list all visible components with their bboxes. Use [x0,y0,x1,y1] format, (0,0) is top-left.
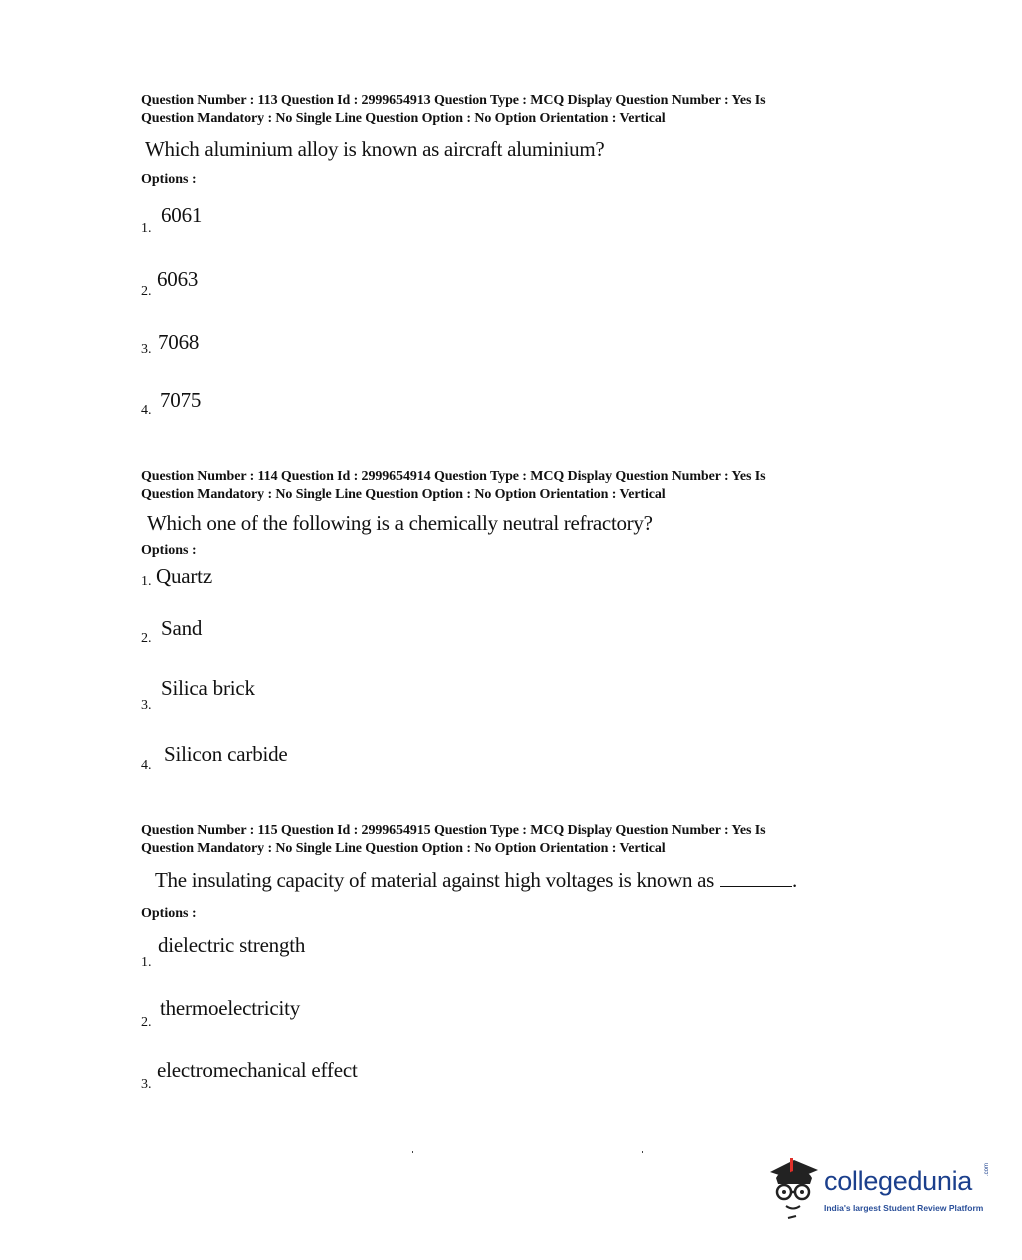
question-meta-line: Question Number : 113 Question Id : 2999654913 Question Type : MCQ Display Question Number : Yes Is [141,93,766,108]
collegedunia-logo [764,1154,990,1224]
options-label: Options : [141,543,197,558]
option-text: Silica brick [161,676,255,700]
options-label: Options : [141,172,197,187]
option-text: 7068 [158,330,200,354]
brand-suffix: .com [984,1162,990,1176]
scan-mark [642,1151,643,1153]
option-number: 1. [141,955,152,970]
question-meta-line: Question Number : 115 Question Id : 2999654915 Question Type : MCQ Display Question Number : Yes Is [141,823,766,838]
option-number: 2. [141,1015,152,1030]
question-meta-line: Question Mandatory : No Single Line Question Option : No Option Orientation : Vertical [141,111,666,126]
question-meta-line: Question Number : 114 Question Id : 2999654914 Question Type : MCQ Display Question Number : Yes Is [141,469,766,484]
option-text: electromechanical effect [157,1058,358,1082]
brand-name: collegedunia [824,1166,973,1196]
question-115-text-end: . [792,868,797,892]
question-115-meta [141,822,861,858]
question-114-text: Which one of the following is a chemically neutral refractory? [147,511,653,535]
option-text: 7075 [160,388,202,412]
option-text: thermoelectricity [160,996,301,1020]
option-number: 4. [141,403,152,418]
option-text: 6061 [161,203,203,227]
option-number: 3. [141,342,152,357]
question-113-text: Which aluminium alloy is known as aircraft aluminium? [145,137,605,161]
question-meta-line: Question Mandatory : No Single Line Question Option : No Option Orientation : Vertical [141,841,666,856]
scan-mark [412,1151,413,1153]
question-113-meta [141,92,861,128]
option-number: 4. [141,758,152,773]
question-114-meta [141,468,861,504]
question-115-text [155,868,797,893]
option-number: 1. [141,574,152,589]
option-number: 1. [141,221,152,236]
question-115-text-main: The insulating capacity of material against high voltages is known as [155,868,714,892]
option-text: dielectric strength [158,933,306,957]
option-number: 3. [141,1077,152,1092]
option-text: 6063 [157,267,199,291]
option-number: 2. [141,631,152,646]
option-number: 2. [141,284,152,299]
option-number: 3. [141,698,152,713]
option-text: Sand [161,616,203,640]
fill-in-blank [720,868,792,887]
mascot-icon [764,1154,824,1224]
brand-tagline: India's largest Student Review Platform [824,1203,984,1213]
options-label: Options : [141,906,197,921]
option-text: Silicon carbide [164,742,288,766]
option-text: Quartz [156,564,212,588]
question-meta-line: Question Mandatory : No Single Line Question Option : No Option Orientation : Vertical [141,487,666,502]
